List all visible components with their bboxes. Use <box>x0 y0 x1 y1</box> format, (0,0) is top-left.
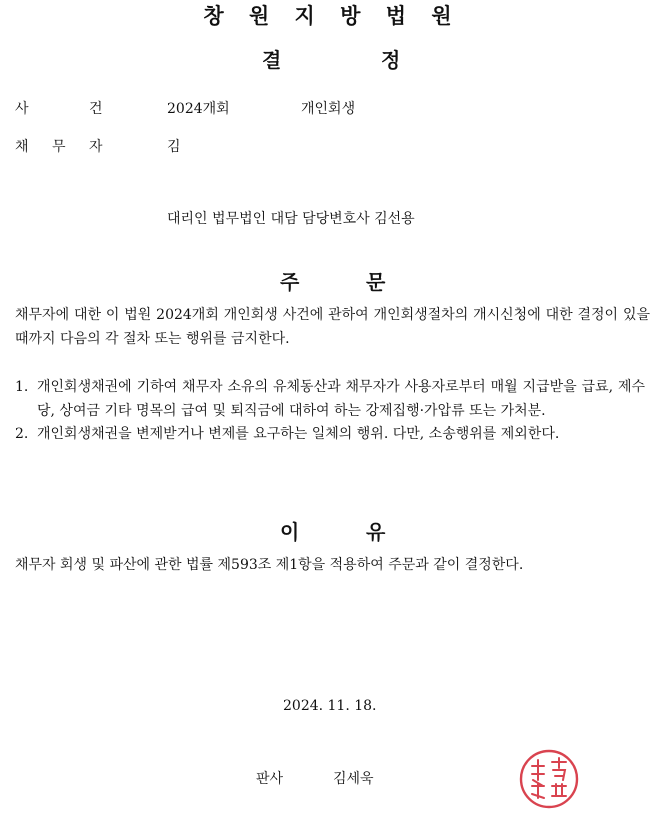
representative: 대리인 법무법인 대담 담당변호사 김선용 <box>167 211 415 227</box>
case-number: 2024개회 <box>167 101 230 117</box>
order-item-1 <box>15 376 645 423</box>
debtor-name: 김 <box>167 139 181 155</box>
reason-heading-right: 유 <box>366 520 386 544</box>
order-text: 채무자에 대한 이 법원 2024개회 개인회생 사건에 관하여 개인회생절차의 개시신청에 대한 결정이 있을 때까지 다음의 각 절차 또는 행위를 금지한다. <box>15 307 650 347</box>
doc-title-left: 결 <box>262 48 282 72</box>
reason-text: 채무자 회생 및 파산에 관한 법률 제593조 제1항을 적용하여 주문과 같이 결정한다. <box>15 557 524 573</box>
order-heading-left: 주 <box>280 270 300 294</box>
order-item-number: 1. <box>15 379 29 395</box>
order-item-text: 개인회생채권에 기하여 채무자 소유의 유체동산과 채무자가 사용자로부터 매월 지급받을 급료, 제수당, 상여금 기타 명목의 급여 및 퇴직금에 대하여 하는 강제집행·가압류 또는 가처분. <box>37 379 645 419</box>
debtor-label-char3: 자 <box>89 139 103 155</box>
order-item-number: 2. <box>15 426 29 442</box>
seal-ring <box>521 751 577 807</box>
case-label-char1: 사 <box>15 101 29 117</box>
judge-title: 판사 <box>256 771 284 787</box>
debtor-label-char2: 무 <box>52 139 66 155</box>
decision-date: 2024. 11. 18. <box>283 698 377 714</box>
doc-title-right: 정 <box>381 48 401 72</box>
case-type: 개인회생 <box>301 101 356 117</box>
order-item-2 <box>15 423 645 447</box>
order-item-text: 개인회생채권을 변제받거나 변제를 요구하는 일체의 행위. 다만, 소송행위를 제외한다. <box>37 426 560 442</box>
case-label-char2: 건 <box>89 101 103 117</box>
debtor-label-char1: 채 <box>15 139 29 155</box>
order-heading-right: 문 <box>366 270 386 294</box>
seal-glyphs <box>532 758 566 798</box>
reason-heading-left: 이 <box>280 520 300 544</box>
judge-seal-stamp <box>518 748 580 810</box>
judge-name: 김세욱 <box>333 771 374 787</box>
court-name: 창 원 지 방 법 원 <box>203 4 461 28</box>
order-items-list <box>15 376 645 447</box>
